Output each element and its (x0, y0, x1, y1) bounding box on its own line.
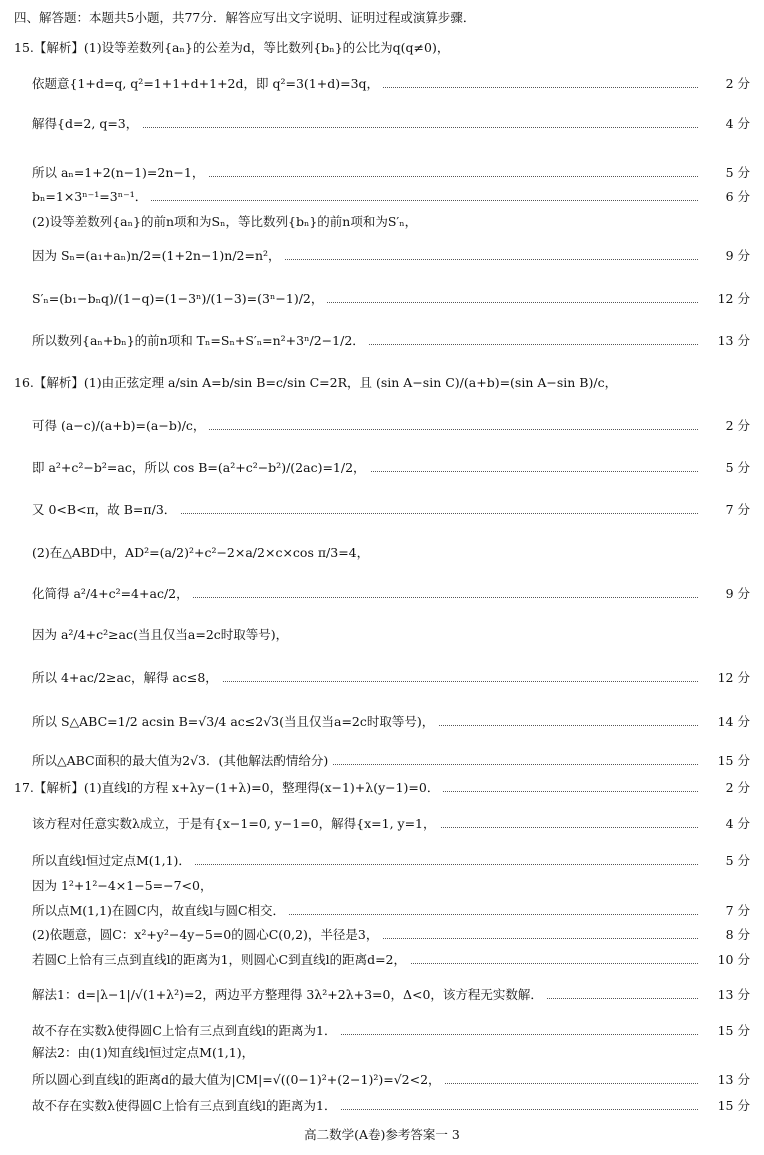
score-label: 4 分 (725, 816, 750, 831)
answer-text (32, 500, 698, 520)
answer-line (0, 331, 764, 351)
answer-text (32, 876, 698, 896)
answer-text (32, 668, 698, 688)
answer-text-content: 15.【解析】(1)设等差数列{aₙ}的公差为d，等比数列{bₙ}的公比为q(q≠0)， (14, 40, 453, 55)
answer-text-content: S′ₙ=(b₁−bₙq)/(1−q)=(1−3ⁿ)/(1−3)=(3ⁿ−1)/2， (32, 291, 327, 306)
answer-text (32, 1043, 698, 1063)
answer-line (0, 668, 764, 688)
answer-text (14, 8, 698, 28)
score-label: 13 分 (717, 1072, 750, 1087)
answer-text-content: (2)设等差数列{aₙ}的前n项和为Sₙ，等比数列{bₙ}的前n项和为S′ₙ， (32, 214, 421, 229)
answer-text-content: 所以 aₙ=1+2(n−1)=2n−1， (32, 165, 208, 180)
answer-line (0, 74, 764, 94)
answer-text (32, 74, 698, 94)
answer-line (0, 751, 764, 771)
answer-text (32, 187, 698, 207)
answer-text-content: 因为 a²/4+c²≥ac(当且仅当a=2c时取等号)， (32, 627, 292, 642)
answer-text-content: 四、解答题：本题共5小题，共77分．解答应写出文字说明、证明过程或演算步骤． (14, 10, 479, 25)
page-footer: 高二数学(A卷)参考答案一 3 (304, 1127, 460, 1142)
answer-text-content: 可得 (a−c)/(a+b)=(a−b)/c， (32, 418, 209, 433)
answer-text-content: 所以直线l恒过定点M(1,1)． (32, 853, 195, 868)
answer-text (32, 289, 698, 309)
score-label: 7 分 (725, 903, 750, 918)
answer-text-content: 所以△ABC面积的最大值为2√3．(其他解法酌情给分) (32, 753, 332, 768)
answer-line (0, 876, 764, 896)
answer-line (0, 373, 764, 393)
score-label: 9 分 (725, 586, 750, 601)
answer-text-content: 故不存在实数λ使得圆C上恰有三点到直线l的距离为1． (32, 1023, 340, 1038)
score-label: 2 分 (725, 780, 750, 795)
answer-text (32, 246, 698, 266)
score-label: 5 分 (725, 853, 750, 868)
answer-text (32, 163, 698, 183)
answer-text-content: (2)依题意，圆C：x²+y²−4y−5=0的圆心C(0,2)，半径是3， (32, 927, 382, 942)
answer-line (0, 625, 764, 645)
answer-text-content: 因为 Sₙ=(a₁+aₙ)n/2=(1+2n−1)n/2=n²， (32, 248, 285, 263)
answer-text-content: 所以点M(1,1)在圆C内，故直线l与圆C相交． (32, 903, 289, 918)
score-label: 13 分 (717, 333, 750, 348)
score-label: 13 分 (717, 987, 750, 1002)
answer-text-content: (2)在△ABD中，AD²=(a/2)²+c²−2×a/2×c×cos π/3=4， (32, 545, 373, 560)
answer-text (32, 458, 698, 478)
answer-line (0, 950, 764, 970)
answer-text-content: 解得{d=2, q=3， (32, 116, 142, 131)
score-label: 5 分 (725, 460, 750, 475)
score-label: 15 分 (717, 753, 750, 768)
answer-line (0, 1070, 764, 1090)
answer-line (0, 1021, 764, 1041)
answer-text-content: 16.【解析】(1)由正弦定理 a/sin A=b/sin B=c/sin C=2R，且 (sin A−sin C)/(a+b)=(sin A−sin B)/c， (14, 375, 621, 390)
score-label: 9 分 (725, 248, 750, 263)
answer-text (32, 712, 698, 732)
answer-line (0, 500, 764, 520)
answer-text (32, 416, 698, 436)
answer-line (0, 543, 764, 563)
answer-text-content: 依题意{1+d=q, q²=1+1+d+1+2d，即 q²=3(1+d)=3q， (32, 76, 383, 91)
answer-text (32, 851, 698, 871)
answer-text (32, 814, 698, 834)
score-label: 12 分 (717, 670, 750, 685)
score-label: 2 分 (725, 418, 750, 433)
score-label: 7 分 (725, 502, 750, 517)
answer-text (32, 114, 698, 134)
answer-line (0, 584, 764, 604)
score-label: 2 分 (725, 76, 750, 91)
answer-line (0, 925, 764, 945)
answer-line (0, 901, 764, 921)
answer-text-content: 解法2：由(1)知直线l恒过定点M(1,1)， (32, 1045, 258, 1060)
answer-text-content: 所以 S△ABC=1/2 acsin B=√3/4 ac≤2√3(当且仅当a=2c时取等号)， (32, 714, 438, 729)
answer-line (0, 8, 764, 28)
answer-line (0, 778, 764, 798)
score-label: 8 分 (725, 927, 750, 942)
answer-line (0, 416, 764, 436)
answer-text (14, 38, 698, 58)
answer-text (32, 1021, 698, 1041)
answer-line (0, 985, 764, 1005)
answer-text-content: 化简得 a²/4+c²=4+ac/2， (32, 586, 193, 601)
answer-text (32, 901, 698, 921)
answer-text (32, 985, 698, 1005)
answer-text (32, 625, 698, 645)
answer-text-content: 因为 1²+1²−4×1−5=−7<0， (32, 878, 216, 893)
answer-text-content: 该方程对任意实数λ成立，于是有{x−1=0, y−1=0，解得{x=1, y=1， (32, 816, 440, 831)
answer-text-content: 故不存在实数λ使得圆C上恰有三点到直线l的距离为1． (32, 1098, 340, 1113)
answer-text-content: 若圆C上恰有三点到直线l的距离为1，则圆心C到直线l的距离d=2， (32, 952, 410, 967)
answer-line (0, 38, 764, 58)
score-label: 14 分 (717, 714, 750, 729)
score-label: 5 分 (725, 165, 750, 180)
answer-text-content: 所以圆心到直线l的距离d的最大值为|CM|=√((0−1)²+(2−1)²)=√2<2， (32, 1072, 445, 1087)
answer-line (0, 187, 764, 207)
answer-line (0, 1043, 764, 1063)
answer-line (0, 814, 764, 834)
answer-text (32, 925, 698, 945)
score-label: 6 分 (725, 189, 750, 204)
answer-text (14, 778, 698, 798)
answer-line (0, 458, 764, 478)
answer-text (32, 1070, 698, 1090)
answer-text (32, 584, 698, 604)
answer-line (0, 1096, 764, 1116)
score-label: 12 分 (717, 291, 750, 306)
answer-text (32, 212, 698, 232)
answer-text-content: 又 0<B<π，故 B=π/3． (32, 502, 180, 517)
answer-line (0, 712, 764, 732)
answer-line (0, 212, 764, 232)
answer-text (14, 373, 698, 393)
answer-text-content: 即 a²+c²−b²=ac，所以 cos B=(a²+c²−b²)/(2ac)=1/2， (32, 460, 370, 475)
answer-text-content: 所以 4+ac/2≥ac，解得 ac≤8， (32, 670, 222, 685)
answer-line (0, 289, 764, 309)
answer-text-content: 所以数列{aₙ+bₙ}的前n项和 Tₙ=Sₙ+S′ₙ=n²+3ⁿ/2−1/2． (32, 333, 369, 348)
answer-text (32, 1096, 698, 1116)
answer-line (0, 851, 764, 871)
answer-text-content: 解法1：d=|λ−1|/√(1+λ²)=2，两边平方整理得 3λ²+2λ+3=0，Δ<0，该方程无实数解． (32, 987, 547, 1002)
answer-text (32, 950, 698, 970)
score-label: 15 分 (717, 1023, 750, 1038)
score-label: 15 分 (717, 1098, 750, 1113)
answer-text-content: bₙ=1×3ⁿ⁻¹=3ⁿ⁻¹． (32, 189, 151, 204)
answer-text-content: 17.【解析】(1)直线l的方程 x+λy−(1+λ)=0，整理得(x−1)+λ(y−1)=0． (14, 780, 443, 795)
answer-text (32, 543, 698, 563)
answer-line (0, 246, 764, 266)
answer-line (0, 163, 764, 183)
answer-text (32, 331, 698, 351)
score-label: 4 分 (725, 116, 750, 131)
answer-line (0, 114, 764, 134)
answer-text (32, 751, 698, 771)
score-label: 10 分 (717, 952, 750, 967)
